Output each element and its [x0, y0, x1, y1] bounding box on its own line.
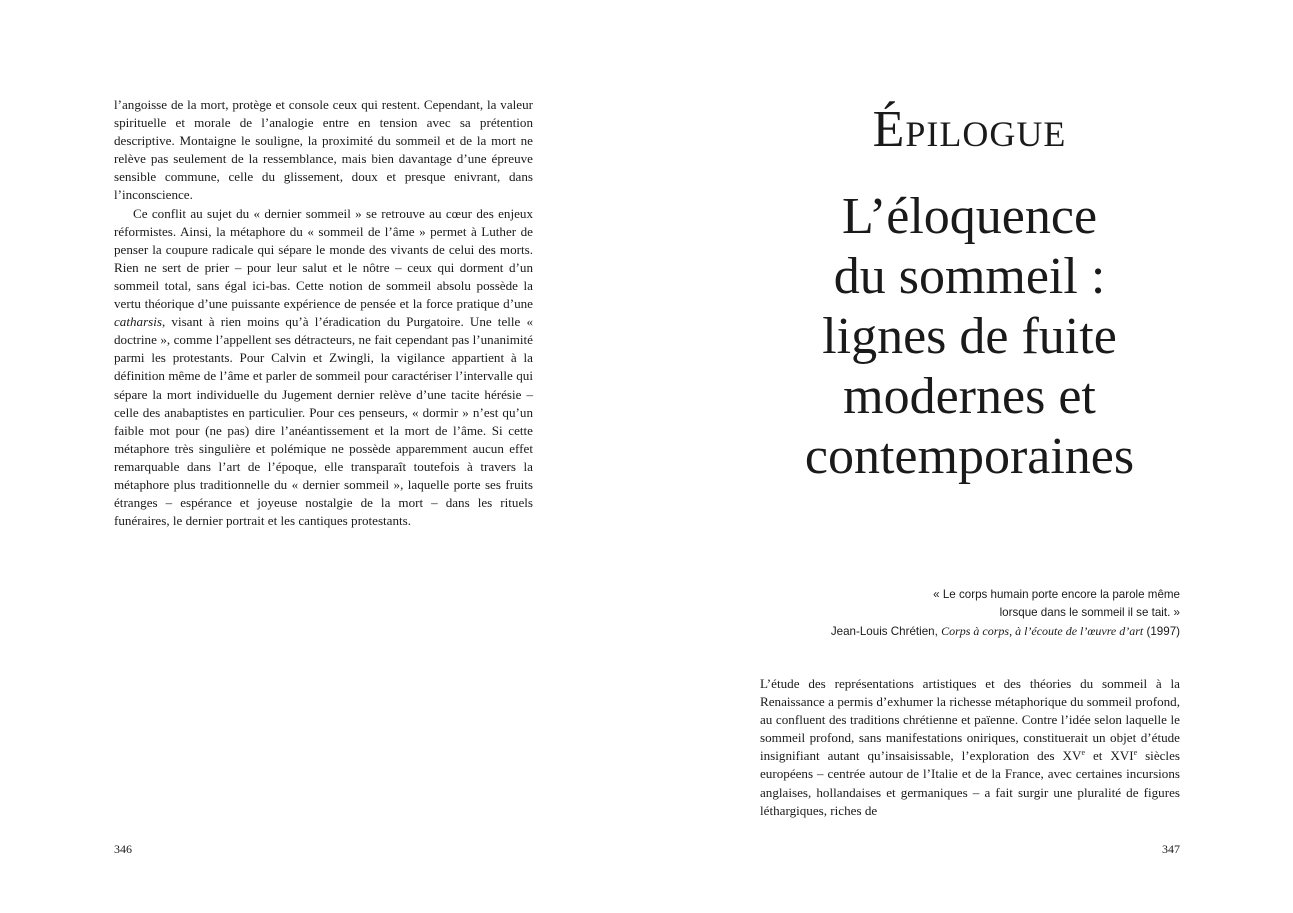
section-label: Épilogue: [872, 101, 1067, 158]
epigraph-work: Corps à corps, à l’écoute de l’œuvre d’art: [941, 624, 1144, 638]
left-page: [0, 0, 646, 913]
text-run: L’étude des représentations artistiques et des théories du sommeil à la Renaissance a permis d’exhumer la richesse métaphorique du sommeil profond, au confluent des traditions chrétienne et païenne. Contre l’idée selon laquelle le sommeil profond, sans manifestations oniriques, constituerait un objet d’étude insignifiant autant qu’insaisissable, l’exploration des XV: [760, 676, 1180, 764]
superscript: e: [1081, 748, 1086, 758]
title-line: du sommeil :: [833, 248, 1106, 305]
left-body-text: [114, 96, 533, 530]
epigraph-quote: lorsque dans le sommeil il se tait. »: [999, 606, 1180, 619]
epigraph: [800, 586, 1180, 641]
paragraph: [114, 205, 533, 531]
epigraph-author: Jean-Louis Chrétien,: [830, 625, 942, 638]
title-line: L’éloquence: [841, 188, 1098, 245]
title-line: modernes et: [843, 368, 1096, 425]
superscript: e: [1133, 748, 1138, 758]
text-run: siècles européens – centrée autour de l’Italie et de la France, avec certaines incursions anglaises, hollandaises et germaniques – a fait surgir une pluralité de figures léthargiques, riches de: [760, 748, 1180, 818]
right-body-text: [760, 675, 1180, 820]
paragraph: [760, 675, 1180, 820]
page-number: 347: [1162, 842, 1180, 856]
epigraph-year: (1997): [1143, 625, 1180, 638]
text-run: , visant à rien moins qu’à l’éradication du Purgatoire. Une telle « doctrine », comme l’appellent ses détracteurs, ne fait cependant pas l’unanimité parmi les protestants. Pour Calvin et Zwingli, la vigilance appartient à la définition même de l’âme et parler de sommeil pour caractériser l’intervalle qui sépare la mort individuelle du Jugement dernier relève d’une tacite hérésie – celle des anabaptistes en particulier. Pour ces penseurs, « dormir » n’est qu’un faible mot pour (ne pas) dire l’anéantissement et la mort de l’âme. Si cette métaphore très singulière et polémique ne possède apparemment aucun effet remarquable dans l’art de l’époque, elle transparaît toutefois à travers la métaphore plus traditionnelle du « dernier sommeil », laquelle porte ses fruits étranges – espérance et joyeuse nostalgie de la mort – dans les rituels funéraires, le dernier portrait et les cantiques protestants.: [114, 314, 533, 529]
text-run: et XVI: [1085, 748, 1134, 764]
page-number: 346: [114, 842, 132, 856]
right-page: [646, 0, 1293, 913]
epigraph-quote: « Le corps humain porte encore la parole même: [933, 588, 1180, 601]
title-line: lignes de fuite: [822, 308, 1117, 365]
italic-term: catharsis: [114, 314, 163, 330]
title-line: contemporaines: [804, 428, 1135, 485]
text-run: Ce conflit au sujet du « dernier sommeil » se retrouve au cœur des enjeux réformistes. Ainsi, la métaphore du « sommeil de l’âme » permet à Luther de penser la coupure radicale qui sépare le monde des vivants de celui des morts. Rien ne sert de prier – pour leur salut et le nôtre – ceux qui dorment d’un sommeil total, sans égal ici-bas. Cette notion de sommeil absolu possède la vertu théorique d’une puissante expérience de pensée et la force pratique d’une: [114, 205, 533, 312]
chapter-title: [736, 187, 1203, 487]
epigraph-attribution: [800, 622, 1180, 641]
paragraph: l’angoisse de la mort, protège et console ceux qui restent. Cependant, la valeur spirituelle et morale de l’analogie entre en tension avec sa prétention descriptive. Montaigne le souligne, la proximité du sommeil et de la mort ne relève pas seulement de la ressemblance, mais bien davantage d’une épreuve sensible commune, celle du glissement, doux et presque enivrant, dans l’inconscience.: [114, 97, 533, 203]
